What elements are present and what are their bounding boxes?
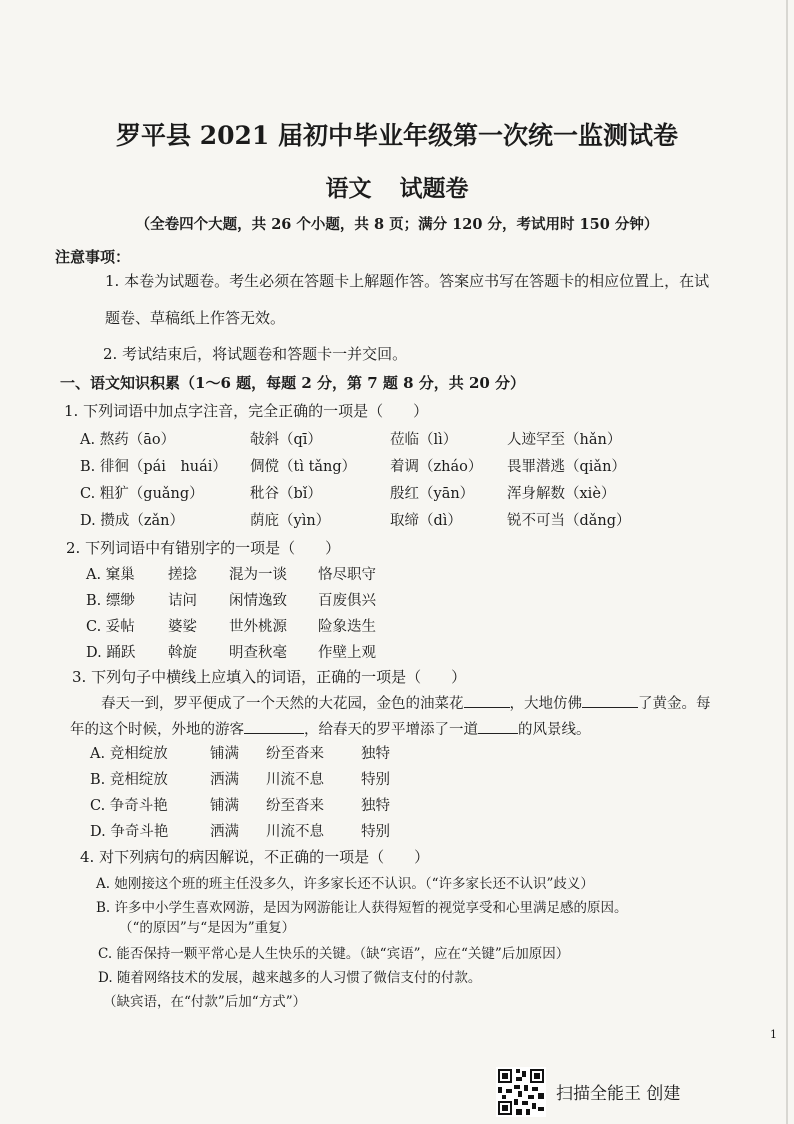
q3-passage-part: 年的这个时候，外地的游客 [70,722,244,738]
q2-option-b-2: 诘问 [168,593,197,609]
section-1-heading: 一、语文知识积累（1～6 题，每题 2 分，第 7 题 8 分，共 20 分） [60,374,526,392]
q3-option-b-1: B. 竞相绽放 [90,772,168,788]
fill-blank [244,721,304,734]
q3-option-a-1: A. 竞相绽放 [90,746,168,762]
q2-option-b-1: B. 缥缈 [86,593,135,609]
exam-title: 罗平县 2021 届初中毕业年级第一次统一监测试卷 [116,121,678,150]
q2-option-a-1: A. 窠巢 [86,567,135,583]
notice-item-1-line-1: 1. 本卷为试题卷。考生必须在答题卡上解题作答。答案应书写在答题卡的相应位置上，在试 [105,272,710,290]
q3-stem: 3. 下列句子中横线上应填入的词语，正确的一项是（ ） [72,668,467,686]
q1-option-a-2: 敧斜（qī） [250,432,322,448]
qr-code-icon [496,1067,546,1117]
notice-heading: 注意事项： [55,248,131,266]
q1-option-b-1: B. 徘徊（pái huái） [80,459,227,475]
q4-option-d-line-1: D. 随着网络技术的发展，越来越多的人习惯了微信支付的付款。 [98,970,482,986]
q1-option-d-2: 荫庇（yìn） [250,513,331,529]
q1-stem: 1. 下列词语中加点字注音，完全正确的一项是（ ） [64,402,429,420]
q1-option-c-1: C. 粗犷（guǎng） [80,486,204,502]
q4-option-a: A. 她刚接这个班的班主任没多久，许多家长还不认识。（“许多家长还不认识”歧义） [96,876,594,892]
q2-option-b-4: 百废俱兴 [318,593,376,609]
fill-blank [478,721,518,734]
q1-option-c-2: 秕谷（bǐ） [250,486,322,502]
q3-passage-part: 的风景线。 [518,722,591,738]
q1-option-b-4: 畏罪潜逃（qiǎn） [507,459,626,475]
q3-passage-part: ，给春天的罗平增添了一道 [304,722,478,738]
fill-blank [464,695,510,708]
q1-option-a-1: A. 熬药（āo） [80,432,176,448]
q3-option-a-4: 独特 [361,746,390,762]
scan-edge [786,0,788,1124]
q3-option-d-1: D. 争奇斗艳 [90,824,169,840]
q1-option-d-4: 锐不可当（dǎng） [507,513,631,529]
q3-option-c-4: 独特 [361,798,390,814]
q3-passage-part: 春天一到，罗平便成了一个天然的大花园，金色的油菜花 [101,696,464,712]
exam-summary: （全卷四个大题，共 26 个小题，共 8 页；满分 120 分，考试用时 150 分钟） [135,216,659,233]
q2-option-c-3: 世外桃源 [229,619,287,635]
q3-option-c-2: 铺满 [210,798,239,814]
q2-option-a-4: 恪尽职守 [318,567,376,583]
q3-option-c-3: 纷至沓来 [266,798,324,814]
q1-option-c-4: 浑身解数（xiè） [507,486,616,502]
q2-option-d-4: 作壁上观 [318,645,376,661]
notice-item-2: 2. 考试结束后，将试题卷和答题卡一并交回。 [103,345,408,363]
q3-option-a-2: 铺满 [210,746,239,762]
subject-label: 语文 [325,175,372,202]
q3-option-a-3: 纷至沓来 [266,746,324,762]
q2-option-a-3: 混为一谈 [229,567,287,583]
q2-option-a-2: 搓捻 [168,567,197,583]
q3-option-d-2: 洒满 [210,824,239,840]
q2-option-c-1: C. 妥帖 [86,619,135,635]
q1-option-a-4: 人迹罕至（hǎn） [507,432,622,448]
q4-option-c: C. 能否保持一颗平常心是人生快乐的关键。（缺“宾语”，应在“关键”后加原因） [98,946,570,962]
q1-option-a-3: 莅临（lì） [390,432,458,448]
q1-option-d-3: 取缔（dì） [390,513,462,529]
q3-option-c-1: C. 争奇斗艳 [90,798,168,814]
q2-option-c-4: 险象迭生 [318,619,376,635]
q4-option-d-line-2: （缺宾语，在“付款”后加“方式”） [103,994,307,1010]
q1-option-c-3: 殷红（yān） [390,486,475,502]
q3-passage-part: 了黄金。每 [638,696,711,712]
exam-subtitle [0,170,794,203]
q2-stem: 2. 下列词语中有错别字的一项是（ ） [66,539,341,557]
q1-option-b-2: 倜傥（tì tǎng） [250,459,357,475]
q3-passage-line-2 [70,718,591,739]
fill-blank [582,695,638,708]
q4-option-b-line-2: （“的原因”与“是因为”重复） [119,920,296,936]
page-number: 1 [770,1028,777,1041]
q2-option-d-1: D. 踊跃 [86,645,136,661]
q2-option-b-3: 闲情逸致 [229,593,287,609]
notice-item-1-line-2: 题卷、草稿纸上作答无效。 [105,309,286,327]
q3-option-d-4: 特别 [361,824,390,840]
q3-option-b-2: 洒满 [210,772,239,788]
q2-option-c-2: 婆娑 [168,619,197,635]
q4-option-b-line-1: B. 许多中小学生喜欢网游，是因为网游能让人获得短暂的视觉享受和心里满足感的原因。 [96,900,628,916]
q3-passage-line-1 [101,692,711,713]
q2-option-d-2: 斡旋 [168,645,197,661]
q1-option-b-3: 着调（zháo） [390,459,483,475]
q3-option-b-4: 特别 [361,772,390,788]
q1-option-d-1: D. 攒成（zǎn） [80,513,184,529]
q4-stem: 4. 对下列病句的病因解说，不正确的一项是（ ） [80,848,430,866]
q3-option-b-3: 川流不息 [266,772,324,788]
paper-type-label: 试题卷 [399,175,469,202]
scanner-watermark: 扫描全能王 创建 [556,1084,681,1104]
q3-passage-part: ，大地仿佛 [509,696,582,712]
q2-option-d-3: 明查秋毫 [229,645,287,661]
q3-option-d-3: 川流不息 [266,824,324,840]
